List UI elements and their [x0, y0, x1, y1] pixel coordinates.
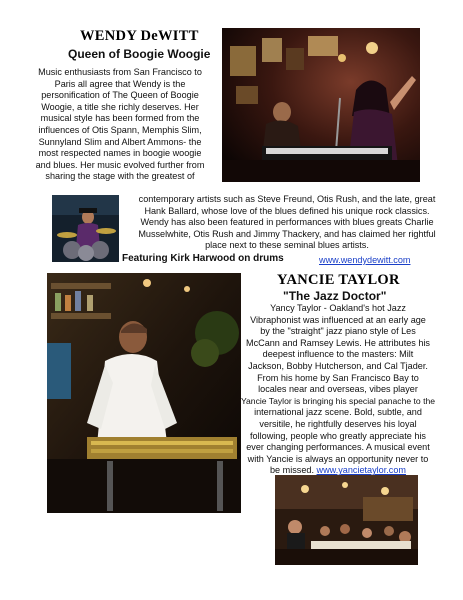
wendy-website-link[interactable]: www.wendydewitt.com: [319, 255, 411, 265]
yancie-vibraphone-photo: [47, 273, 241, 513]
bio-line: From his home by San Francisco Bay to: [257, 372, 419, 383]
yancie-tagline: "The Jazz Doctor": [283, 289, 387, 303]
yancie-title: YANCIE TAYLOR: [277, 272, 400, 288]
bio-line: Wendy has also been featured in performances with blues greats Charlie: [140, 217, 434, 228]
bio-line: ever changing performances. A musical event: [246, 442, 430, 453]
bio-line: McCann and Ramsey Lewis. He attributes his: [246, 337, 430, 348]
bio-line: deepest influence to the masters: Milt: [262, 349, 414, 360]
bio-line: with Yancie is always an opportunity never to: [247, 453, 429, 464]
wendy-bio-continued: [122, 194, 452, 252]
bio-line: Jackson, Bobby Hutcherson, and Cal Tjader.: [248, 360, 428, 371]
bio-line: sharing the stage with the greatest of: [45, 171, 195, 182]
bio-line: Hank Ballard, whose love of the blues defined his unique rock classics.: [144, 205, 430, 216]
bio-line: by the "straight" jazz piano style of Les: [260, 326, 416, 337]
bio-line: Yancy Taylor - Oakland's hot Jazz: [270, 303, 406, 313]
bio-line: personification of The Queen of Boogie: [41, 90, 199, 101]
bio-line: musical style has been formed from the: [40, 113, 200, 124]
yancie-website-link[interactable]: www.yancietaylor.com: [316, 465, 406, 476]
bio-line: locales near and overseas, vibes player: [258, 384, 418, 395]
bio-line: international jazz scene. Bold, subtle, and: [254, 407, 422, 418]
bio-line: Vibraphonist was influenced at an early age: [250, 314, 426, 325]
bio-line: Sunnyland Slim and Albert Ammons- the: [38, 136, 202, 147]
wendy-drummer-photo: [52, 195, 119, 262]
yancie-bio: [238, 303, 438, 477]
wendy-stage-photo: [222, 28, 420, 182]
bio-line: most respected names in boogie woogie: [38, 148, 202, 159]
bio-line: place next to these seminal blues artists.: [205, 240, 369, 251]
wendy-title: WENDY DeWITT: [80, 28, 199, 44]
bio-line: Woogie, a title she richly deserves. Her: [41, 101, 199, 112]
wendy-bio: [20, 67, 220, 183]
bio-line: contemporary artists such as Steve Freund, Otis Rush, and the late, great: [138, 194, 436, 204]
bio-last-text: be missed.: [270, 465, 314, 476]
bio-line: Musselwhite, Otis Rush and Jimmy Thackery, and has claimed her rightful: [138, 228, 436, 239]
bio-line: Paris all agree that Wendy is the: [54, 78, 186, 89]
bio-line: influences of Otis Spann, Memphis Slim,: [38, 124, 202, 135]
bio-line: versitile, he rightfully deserves his loyal: [259, 418, 417, 429]
bio-line: Music enthusiasts from San Francisco to: [38, 67, 202, 77]
bio-line: following, people who greatly appreciate his: [250, 430, 426, 441]
bio-line: Yancie Taylor is bringing his special panache to the: [240, 395, 436, 406]
bio-line: and blues. Her music evolved further from: [35, 159, 205, 170]
yancie-venue-photo: [275, 475, 418, 565]
wendy-tagline: Queen of Boogie Woogie: [68, 47, 211, 61]
wendy-featuring: Featuring Kirk Harwood on drums: [122, 253, 284, 264]
